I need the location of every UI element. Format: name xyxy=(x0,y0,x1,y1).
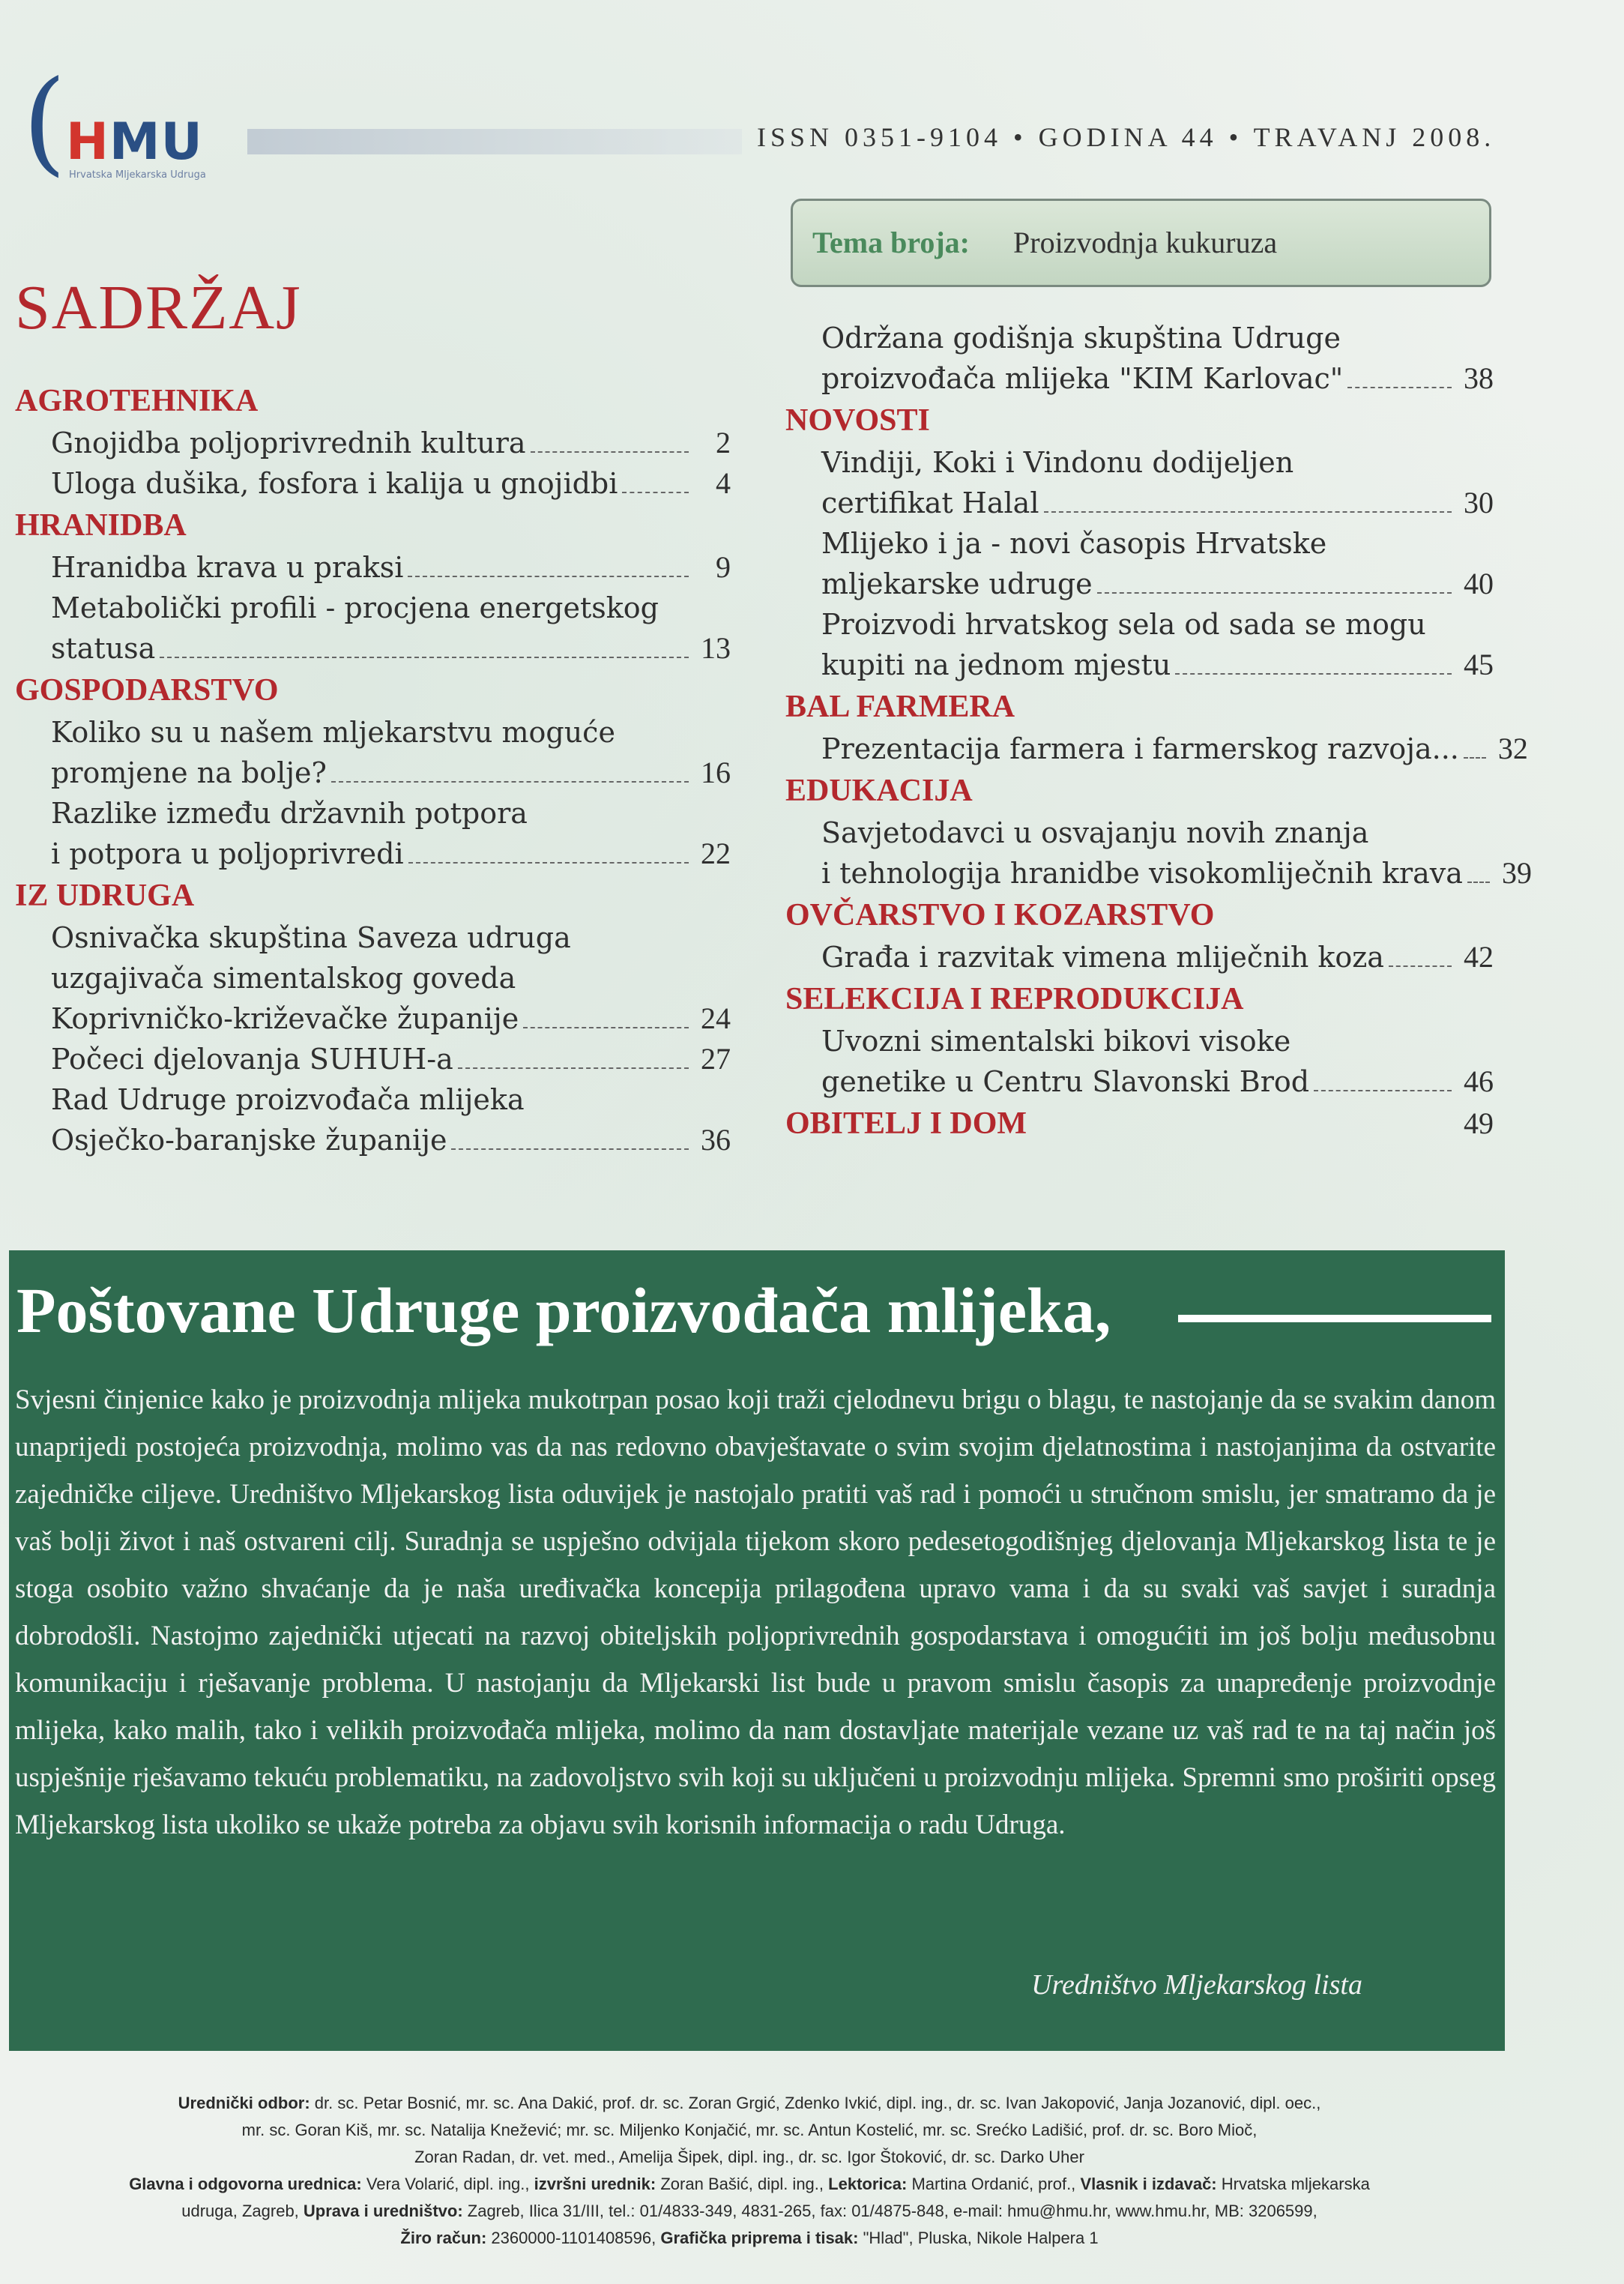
toc-page-number: 9 xyxy=(716,550,731,584)
toc-entry-text: Uloga dušika, fosfora i kalija u gnojidbi xyxy=(51,467,618,500)
toc-leader-line xyxy=(458,1067,689,1069)
toc-entry-text: Građa i razvitak vimena mliječnih koza xyxy=(821,941,1384,974)
toc-section-heading: NOVOSTI xyxy=(785,403,930,438)
toc-entry[interactable] xyxy=(15,463,731,504)
toc-leader-line xyxy=(1097,592,1452,594)
toc-entry-text: proizvođača mlijeka "KIM Karlovac" xyxy=(821,362,1344,395)
toc-leader-line xyxy=(408,862,689,864)
toc-entry-text: Koliko su u našem mljekarstvu moguće xyxy=(51,716,615,749)
toc-entry-text: certifikat Halal xyxy=(821,486,1039,519)
toc-entry[interactable] xyxy=(15,712,731,793)
toc-leader-line xyxy=(531,451,689,453)
footer-line-6: Žiro račun: 2360000-1101408596, Grafička priprema i tisak: "Hlad", Pluska, Nikole Halpera 1 xyxy=(400,2229,1099,2247)
toc-entry[interactable] xyxy=(785,937,1494,977)
logo-subtitle: Hrvatska Mljekarska Udruga xyxy=(69,169,206,181)
toc-page-number: 30 xyxy=(1464,486,1494,519)
logo-text: HMU xyxy=(66,112,203,172)
toc-section-heading: EDUKACIJA xyxy=(785,774,973,808)
toc-entry-text: Prezentacija farmera i farmerskog razvoja... xyxy=(821,732,1459,765)
toc-leader-line xyxy=(1314,1090,1452,1091)
toc-entry-text: Rad Udruge proizvođača mlijeka xyxy=(51,1083,525,1116)
toc-entry-text: Hranidba krava u praksi xyxy=(51,551,404,584)
toc-leader-line xyxy=(451,1148,689,1150)
letter-title: Poštovane Udruge proizvođača mlijeka, xyxy=(16,1274,1111,1346)
footer-line-5: udruga, Zagreb, Uprava i uredništvo: Zagreb, Ilica 31/III, tel.: 01/4833-349, 4831-265, fax: 01/4875-848, e-mail: hmu@hmu.hr, www.hmu.hr, MB: 3206599, xyxy=(181,2202,1317,2220)
toc-entry[interactable] xyxy=(785,523,1494,604)
toc-page-number: 49 xyxy=(1464,1106,1494,1140)
toc-page-number: 16 xyxy=(701,756,731,789)
toc-page-number: 2 xyxy=(716,426,731,459)
issn-line: ISSN 0351-9104 • GODINA 44 • TRAVANJ 2008. xyxy=(757,122,1496,152)
toc-entry-text: Počeci djelovanja SUHUH-a xyxy=(51,1043,453,1076)
toc-leader-line xyxy=(331,781,689,783)
toc-entry-text: Uvozni simentalski bikovi visoke xyxy=(821,1025,1291,1058)
hmu-logo xyxy=(22,57,262,187)
toc-entry-text: Razlike između državnih potpora xyxy=(51,797,528,830)
toc-leader-line xyxy=(1389,965,1452,967)
toc-entry-text: i tehnologija hranidbe visokomliječnih krava xyxy=(821,857,1463,890)
toc-entry-text: genetike u Centru Slavonski Brod xyxy=(821,1065,1310,1098)
theme-box xyxy=(791,199,1491,287)
toc-section-label: OBITELJ I DOM xyxy=(785,1106,1027,1141)
letter-signature: Uredništvo Mljekarskog lista xyxy=(1031,1969,1362,2001)
toc-section-heading: IZ UDRUGA xyxy=(15,879,195,913)
toc-section-heading: GOSPODARSTVO xyxy=(15,673,279,708)
footer-line-4: Glavna i odgovorna urednica: Vera Volarić, dipl. ing., izvršni urednik: Zoran Bašić, dipl. ing., Lektorica: Martina Ordanić, prof., Vlasnik i izdavač: Hrvatska mljekarska xyxy=(129,2175,1370,2193)
footer-line-3: Zoran Radan, dr. vet. med., Amelija Šipek, dipl. ing., dr. sc. Igor Štoković, dr. sc. Darko Uher xyxy=(414,2148,1084,2166)
editorial-letter-box xyxy=(9,1250,1505,2051)
toc-page-number: 39 xyxy=(1501,856,1532,890)
toc-entry-text: Koprivničko-križevačke županije xyxy=(51,1002,519,1035)
toc-entry-text: kupiti na jednom mjestu xyxy=(821,648,1171,681)
toc-page-number: 4 xyxy=(716,466,731,500)
toc-entry-text: mljekarske udruge xyxy=(821,567,1093,600)
toc-entry-text: promjene na bolje? xyxy=(51,756,327,789)
letter-title-rule xyxy=(1178,1315,1491,1322)
toc-leader-line xyxy=(1464,757,1486,759)
footer-line-2: mr. sc. Goran Kiš, mr. sc. Natalija Knežević; mr. sc. Miljenko Konjačić, mr. sc. Antun Kostelić, mr. sc. Srećko Ladišić, prof. dr. sc. Boro Mioč, xyxy=(241,2121,1258,2139)
masthead-footer xyxy=(30,2090,1469,2252)
toc-page-number: 46 xyxy=(1464,1064,1494,1098)
toc-leader-line xyxy=(1347,387,1452,388)
toc-entry-text: i potpora u poljoprivredi xyxy=(51,837,404,870)
toc-page-number: 36 xyxy=(701,1123,731,1157)
toc-entry[interactable] xyxy=(15,793,731,874)
toc-section-heading: HRANIDBA xyxy=(15,508,187,543)
toc-page-number: 13 xyxy=(701,631,731,665)
toc-leader-line xyxy=(1467,882,1490,883)
toc-page-number: 38 xyxy=(1464,361,1494,395)
toc-entry-text: Održana godišnja skupština Udruge xyxy=(821,322,1341,355)
toc-entry-text: Mlijeko i ja - novi časopis Hrvatske xyxy=(821,527,1327,560)
toc-page-number: 45 xyxy=(1464,648,1494,681)
toc-leader-line xyxy=(1175,673,1452,675)
toc-section-heading: BAL FARMERA xyxy=(785,690,1015,724)
toc-entry-text: Metabolički profili - procjena energetskog xyxy=(51,591,659,624)
toc-page-number: 42 xyxy=(1464,940,1494,974)
toc-leader-line xyxy=(523,1027,689,1028)
toc-entry-text: Proizvodi hrvatskog sela od sada se mogu xyxy=(821,608,1426,641)
toc-right-column xyxy=(785,318,1532,1145)
letter-body: Svjesni činjenice kako je proizvodnja mlijeka mukotrpan posao koji traži cjelodnevu brigu o blagu, te nastojanje da se svakim danom unaprijedi postojeća proizvodnja, molimo vas da nas redovno obavještavate o svim svojim djelatnostima i nastojanjima da ostvarite zajedničke ciljeve. Uredništvo Mljekarskog lista oduvijek je nastojalo pratiti vaš rad i pomoći u stručnom smislu, jer smatramo da je vaš bolji život i naš ostvareni cilj. Suradnja se uspješno odvijala tijekom skoro pedesetogodišnjeg djelovanja Mljekarskog lista te je stoga osobito važno shvaćanje da je naša uređivačka koncepija prilagođena upravo vama i da su svaki vaš savjet i suradnja dobrodošli. Nastojmo zajednički utjecati na razvoj obiteljskih poljoprivrednih gospodarstava i omogućiti im još bolju međusobnu komunikaciju i rješavanje problema. U nastojanju da Mljekarski list bude u pravom smislu časopis za unapređenje proizvodnje mlijeka, kako malih, tako i velikih proizvođača mlijeka, molimo da nam dostavljate materijale vezane uz vaš rad te na taj način još uspješnije rješavamo tekuću problematiku, na zadovoljstvo svih koji su uključeni u proizvodnju mlijeka. Spremni smo proširiti opseg Mljekarskog lista ukoliko se ukaže potreba za objavu svih korisnih informacija o radu Udruga. xyxy=(15,1384,1496,1840)
toc-page-number: 32 xyxy=(1497,732,1528,765)
toc-entry[interactable] xyxy=(785,604,1494,685)
theme-value: Proizvodnja kukuruza xyxy=(1013,226,1278,259)
toc-section-heading xyxy=(785,1102,1494,1145)
toc-entry[interactable] xyxy=(15,423,731,463)
logo-bracket: ( xyxy=(22,57,67,187)
toc-page-number: 40 xyxy=(1464,567,1494,600)
toc-page-number: 27 xyxy=(701,1042,731,1076)
toc-entry-text: Vindiji, Koki i Vindonu dodijeljen xyxy=(821,446,1294,479)
toc-entry-text: Savjetodavci u osvajanju novih znanja xyxy=(821,816,1369,849)
toc-title: SADRŽAJ xyxy=(15,273,302,343)
toc-entry[interactable] xyxy=(15,547,731,588)
toc-entry[interactable] xyxy=(15,1039,731,1079)
toc-page-number: 22 xyxy=(701,837,731,870)
toc-left-column xyxy=(15,379,731,1160)
toc-entry-text: Osnivačka skupština Saveza udruga xyxy=(51,921,571,954)
toc-entry[interactable] xyxy=(785,442,1494,523)
toc-section-heading: OVČARSTVO I KOZARSTVO xyxy=(785,898,1215,932)
footer-line-1: Urednički odbor: dr. sc. Petar Bosnić, mr. sc. Ana Dakić, prof. dr. sc. Zoran Grgić, Zdenko Ivkić, dipl. ing., dr. sc. Ivan Jakopović, Janja Jozanović, dipl. oec., xyxy=(178,2094,1321,2112)
toc-entry[interactable] xyxy=(785,729,1528,769)
header-decorative-bar xyxy=(247,129,742,154)
toc-entry[interactable] xyxy=(785,1021,1494,1102)
toc-entry[interactable] xyxy=(15,1079,731,1160)
toc-entry-text: Gnojidba poljoprivrednih kultura xyxy=(51,427,526,459)
theme-label: Tema broja: xyxy=(812,226,970,259)
toc-leader-line xyxy=(1044,511,1452,513)
toc-page-number: 24 xyxy=(701,1001,731,1035)
toc-entry-text: Osječko-baranjske županije xyxy=(51,1124,447,1157)
toc-leader-line xyxy=(408,576,689,577)
toc-entry-text: uzgajivača simentalskog goveda xyxy=(51,962,516,995)
toc-entry[interactable] xyxy=(785,813,1532,894)
toc-leader-line xyxy=(622,492,689,493)
toc-leader-line xyxy=(160,657,689,658)
toc-entry[interactable] xyxy=(785,318,1494,399)
toc-entry[interactable] xyxy=(15,588,731,669)
toc-entry[interactable] xyxy=(15,917,731,1039)
toc-section-heading: SELEKCIJA I REPRODUKCIJA xyxy=(785,982,1244,1016)
toc-entry-text: statusa xyxy=(51,632,156,665)
toc-section-heading: AGROTEHNIKA xyxy=(15,384,259,418)
